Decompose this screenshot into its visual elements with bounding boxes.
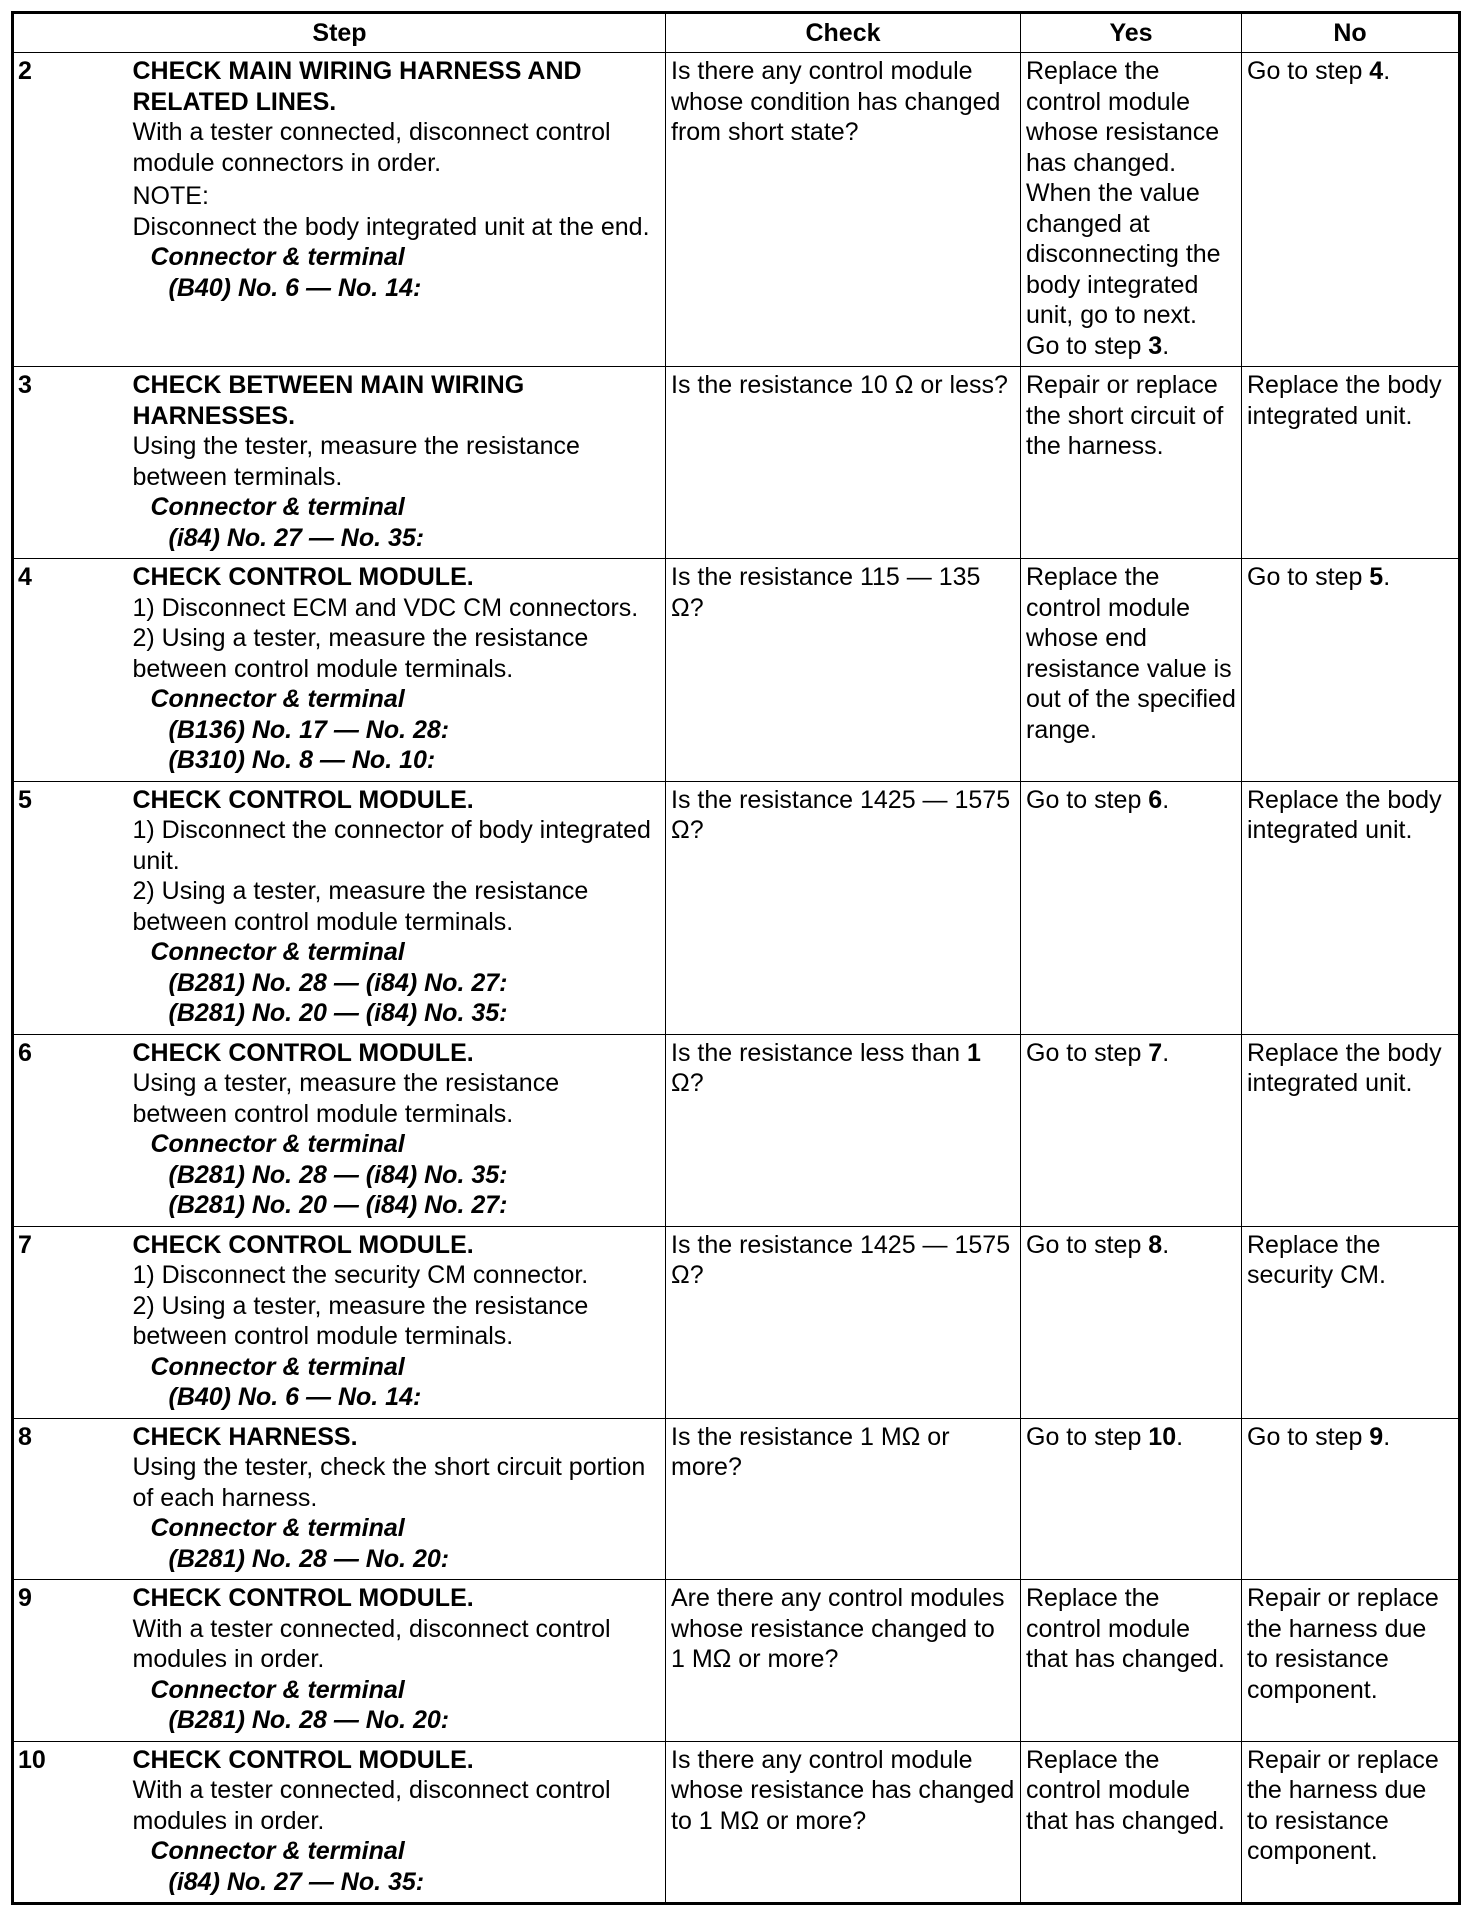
goto-suffix: . [1383,57,1391,85]
step-number: 9 [13,1580,131,1742]
header-step: Step [13,13,666,53]
yes-text: Replace the control module whose end resistance value is out of the specified range. [1026,563,1236,744]
terminal-spec: (B281) No. 28 — No. 20: [168,1706,450,1734]
no-text: Replace the security CM. [1247,1230,1386,1289]
connector-terminal-label: Connector & terminal [150,1837,405,1865]
check-question: Are there any control modules whose resistance changed to 1 MΩ or more? [666,1580,1021,1742]
check-question: Is there any control module whose resistance has changed to 1 MΩ or more? [666,1741,1021,1904]
goto-suffix: . [1383,1422,1391,1451]
step-instruction: Using a tester, measure the resistance between control module terminals. [132,1069,560,1128]
terminal-spec: (B40) No. 6 — No. 14: [168,273,422,302]
no-text: Replace the body integrated unit. [1247,785,1442,844]
yes-action [1021,53,1242,367]
no-goto [1247,562,1453,593]
no-goto [1247,56,1453,87]
yes-goto [1026,785,1236,816]
terminal-spec: (B281) No. 20 — (i84) No. 35: [168,999,508,1027]
terminal-spec: (B310) No. 8 — No. 10: [168,746,436,774]
goto-step-number: 5 [1369,563,1384,591]
goto-step-number: 7 [1148,1038,1163,1067]
connector-terminal-label: Connector & terminal [150,1675,405,1704]
diagnostic-table [11,11,1461,1905]
goto-suffix: . [1162,1038,1170,1067]
goto-step-number: 4 [1369,57,1384,85]
no-action [1242,367,1460,559]
goto-step-number: 8 [1148,1230,1163,1259]
table-row [13,367,1460,559]
check-question: Is there any control module whose condition has changed from short state? [666,53,1021,367]
step-title: CHECK BETWEEN MAIN WIRING HARNESSES. [132,371,525,430]
connector-terminal-label: Connector & terminal [150,1514,405,1542]
table-row [13,781,1460,1034]
yes-goto [1026,1230,1236,1261]
terminal-spec: (i84) No. 27 — No. 35: [168,523,425,552]
no-text: Replace the body integrated unit. [1247,371,1442,430]
table-row [13,559,1460,782]
no-action [1242,53,1460,367]
yes-goto [1026,1038,1236,1069]
step-number: 4 [13,559,131,782]
no-action [1242,1418,1460,1580]
terminal-spec: (B281) No. 28 — No. 20: [168,1544,450,1573]
yes-action [1021,367,1242,559]
check-question: Is the resistance 115 — 135 Ω? [666,559,1021,782]
step-description [131,367,666,559]
check-question [666,1034,1021,1226]
step-description [131,1741,666,1904]
step-instruction: 1) Disconnect the security CM connector. [132,1261,589,1289]
no-text: Repair or replace the harness due to resistance component. [1247,1745,1439,1865]
step-instruction: 2) Using a tester, measure the resistance between control module terminals. [132,1291,589,1350]
connector-terminal-label: Connector & terminal [150,493,405,521]
goto-suffix: . [1162,1230,1170,1259]
step-number: 8 [13,1418,131,1580]
step-instruction: 1) Disconnect the connector of body integrated unit. [132,816,651,875]
yes-text: Repair or replace the short circuit of the harness. [1026,371,1224,460]
step-title: CHECK CONTROL MODULE. [132,785,474,814]
yes-action [1021,1741,1242,1904]
no-action [1242,1580,1460,1742]
goto-prefix: Go to step [1026,1038,1149,1067]
header-yes: Yes [1021,13,1242,53]
step-instruction: Using the tester, check the short circuit portion of each harness. [132,1453,646,1512]
connector-terminal-label: Connector & terminal [150,938,405,966]
terminal-spec: (B281) No. 20 — (i84) No. 27: [168,1191,508,1219]
step-number: 2 [13,53,131,367]
no-action [1242,1034,1460,1226]
connector-terminal-label: Connector & terminal [150,685,405,713]
goto-prefix: Go to step [1247,1422,1370,1451]
goto-prefix: Go to step [1026,785,1149,814]
table-row [13,1034,1460,1226]
step-instruction: 1) Disconnect ECM and VDC CM connectors. [132,593,639,622]
table-row [13,1580,1460,1742]
step-description [131,1580,666,1742]
step-instruction: 2) Using a tester, measure the resistance between control module terminals. [132,624,589,683]
step-title: CHECK HARNESS. [132,1422,358,1451]
no-goto [1247,1422,1453,1453]
check-question: Is the resistance 1425 — 1575 Ω? [666,1226,1021,1418]
goto-step-number: 9 [1369,1422,1384,1451]
goto-suffix: . [1162,785,1170,814]
step-instruction: With a tester connected, disconnect control modules in order. [132,1776,611,1835]
step-instruction: With a tester connected, disconnect control modules in order. [132,1614,611,1673]
step-instruction: With a tester connected, disconnect control module connectors in order. [132,118,611,177]
step-description [131,53,666,367]
table-row [13,53,1460,367]
no-action [1242,781,1460,1034]
yes-action [1021,781,1242,1034]
step-description [131,559,666,782]
terminal-spec: (B136) No. 17 — No. 28: [168,715,450,744]
yes-action [1021,1418,1242,1580]
header-check: Check [666,13,1021,53]
goto-suffix: . [1383,563,1391,591]
step-number: 3 [13,367,131,559]
goto-step-number: 3 [1148,331,1163,360]
goto-prefix: Go to step [1247,57,1370,85]
step-number: 7 [13,1226,131,1418]
step-number: 5 [13,781,131,1034]
goto-suffix: . [1162,331,1170,360]
yes-action [1021,559,1242,782]
step-title: CHECK CONTROL MODULE. [132,1038,474,1067]
check-value: 1 [966,1038,981,1067]
check-question: Is the resistance 1 MΩ or more? [666,1418,1021,1580]
step-title: CHECK CONTROL MODULE. [132,1230,474,1259]
yes-goto [1026,1422,1236,1453]
note-text: Disconnect the body integrated unit at the end. [132,212,650,241]
table-row [13,1226,1460,1418]
terminal-spec: (B281) No. 28 — (i84) No. 27: [168,968,508,997]
goto-prefix: Go to step [1247,563,1370,591]
table-row [13,1418,1460,1580]
header-row [13,13,1460,53]
yes-text: Replace the control module that has changed. [1026,1584,1225,1673]
no-action [1242,1741,1460,1904]
no-text: Repair or replace the harness due to resistance component. [1247,1584,1439,1704]
goto-prefix: Go to step [1026,1230,1149,1259]
yes-text: Replace the control module whose resistance has changed. When the value changed at disconnecting the body integrated unit, go to next. [1026,57,1221,329]
step-instruction: Using the tester, measure the resistance between terminals. [132,432,580,491]
terminal-spec: (i84) No. 27 — No. 35: [168,1867,425,1896]
goto-step-number: 6 [1148,785,1163,814]
table-row [13,1741,1460,1904]
goto-suffix: . [1176,1422,1184,1451]
step-title: CHECK CONTROL MODULE. [132,1745,474,1774]
step-description [131,1034,666,1226]
yes-action [1021,1580,1242,1742]
step-title: CHECK CONTROL MODULE. [132,1584,474,1612]
connector-terminal-label: Connector & terminal [150,243,405,271]
step-title: CHECK CONTROL MODULE. [132,563,474,591]
step-number: 6 [13,1034,131,1226]
check-question: Is the resistance 1425 — 1575 Ω? [666,781,1021,1034]
step-title: CHECK MAIN WIRING HARNESS AND RELATED LINES. [132,57,582,116]
no-text: Replace the body integrated unit. [1247,1038,1442,1097]
yes-action [1021,1226,1242,1418]
yes-text: Replace the control module that has changed. [1026,1745,1225,1835]
terminal-spec: (B281) No. 28 — (i84) No. 35: [168,1160,508,1189]
check-prefix: Is the resistance less than [671,1038,967,1067]
check-suffix: Ω? [671,1069,704,1097]
note-label: NOTE: [132,182,209,210]
goto-step-number: 10 [1148,1422,1177,1451]
step-description [131,781,666,1034]
yes-goto [1026,331,1236,362]
terminal-spec: (B40) No. 6 — No. 14: [168,1383,422,1411]
step-number: 10 [13,1741,131,1904]
check-question: Is the resistance 10 Ω or less? [666,367,1021,559]
goto-prefix: Go to step [1026,1422,1149,1451]
connector-terminal-label: Connector & terminal [150,1130,405,1158]
connector-terminal-label: Connector & terminal [150,1352,405,1381]
step-instruction: 2) Using a tester, measure the resistance between control module terminals. [132,877,589,936]
no-action [1242,1226,1460,1418]
header-no: No [1242,13,1460,53]
goto-prefix: Go to step [1026,331,1149,360]
diagnostic-page [11,11,1458,1905]
step-description [131,1418,666,1580]
step-description [131,1226,666,1418]
yes-action [1021,1034,1242,1226]
no-action [1242,559,1460,782]
